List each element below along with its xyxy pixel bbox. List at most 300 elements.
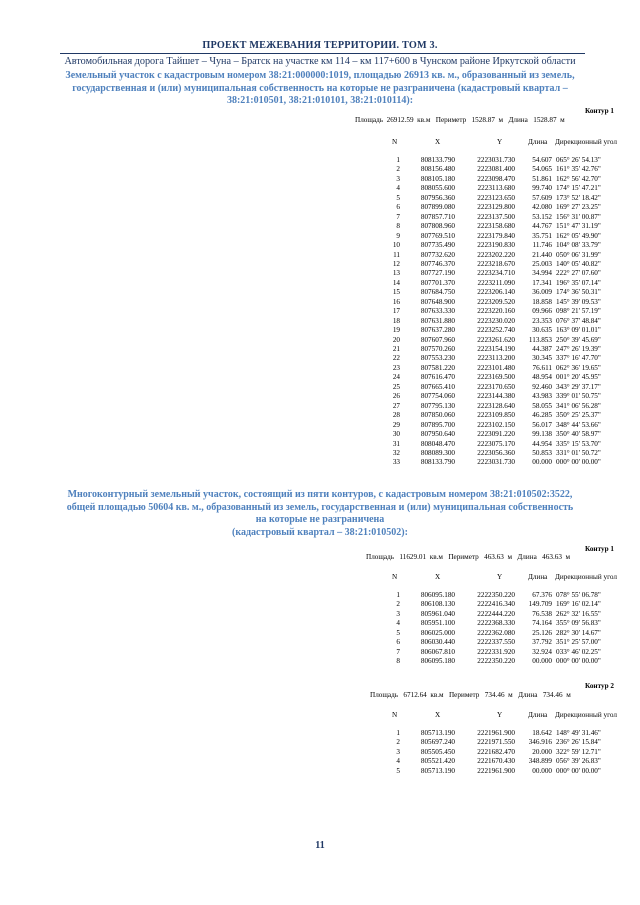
contour-label: Контур 2	[584, 682, 614, 690]
cell-point-number: 20	[392, 335, 400, 344]
cell-y: 2223234.710	[477, 269, 515, 278]
table-row	[0, 600, 640, 609]
table-row	[0, 767, 640, 776]
cell-length: 37.792	[532, 638, 552, 647]
column-header-length: Длина	[528, 138, 548, 146]
cell-y: 2223211.090	[477, 278, 515, 287]
table-row	[0, 610, 640, 619]
table-row	[0, 326, 640, 335]
cell-length: 46.285	[532, 411, 552, 420]
cell-angle: 163° 09' 01.01"	[556, 326, 601, 335]
cell-angle: 350° 40' 58.97"	[556, 430, 601, 439]
page-number: 11	[315, 840, 325, 851]
cell-x: 807684.750	[420, 288, 455, 297]
cell-x: 807607.960	[420, 335, 455, 344]
cell-angle: 222° 27' 07.60"	[556, 269, 601, 278]
table-row	[0, 430, 640, 439]
cell-point-number: 4	[396, 184, 400, 193]
cell-x: 805951.100	[420, 619, 455, 628]
cell-x: 806030.440	[420, 638, 455, 647]
cell-angle: 341° 06' 56.28"	[556, 401, 601, 410]
cell-y: 2223218.670	[477, 259, 515, 268]
cell-point-number: 8	[396, 222, 400, 231]
cell-angle: 000° 00' 00.00"	[556, 458, 601, 467]
table-row	[0, 440, 640, 449]
contour-label: Контур 1	[584, 107, 614, 115]
cell-point-number: 2	[396, 738, 400, 747]
cell-length: 00.000	[532, 657, 552, 666]
cell-point-number: 31	[392, 439, 400, 448]
cell-length: 32.924	[532, 647, 552, 656]
cell-length: 48.954	[532, 373, 552, 382]
cell-x: 808133.790	[420, 458, 455, 467]
table-row	[0, 591, 640, 600]
cell-angle: 000° 00' 00.00"	[556, 766, 601, 775]
table-row	[0, 260, 640, 269]
cell-point-number: 9	[396, 231, 400, 240]
cell-length: 21.440	[532, 250, 552, 259]
column-header-angle: Дирекционный угол	[555, 138, 617, 146]
table-row	[0, 402, 640, 411]
cell-length: 76.538	[532, 609, 552, 618]
contour-stats: Площадь 11629.01 кв.м Периметр 463.63 м Длина 463.63 м	[366, 553, 571, 561]
heading-line: (кадастровый квартал – 38:21:010502):	[232, 526, 408, 538]
cell-angle: 339° 01' 50.75"	[556, 392, 601, 401]
cell-point-number: 7	[396, 647, 400, 656]
cell-y: 2223123.650	[477, 193, 515, 202]
table-row	[0, 449, 640, 458]
page-title: ПРОЕКТ МЕЖЕВАНИЯ ТЕРРИТОРИИ. ТОМ 3.	[202, 40, 438, 51]
cell-angle: 173° 52' 18.42"	[556, 193, 601, 202]
cell-x: 805961.040	[420, 609, 455, 618]
cell-point-number: 13	[392, 269, 400, 278]
section1-heading	[56, 70, 584, 108]
cell-angle: 262° 32' 16.55"	[556, 609, 601, 618]
table-row	[0, 203, 640, 212]
table-row	[0, 629, 640, 638]
column-header-y: Y	[497, 138, 503, 146]
cell-length: 30.635	[532, 326, 552, 335]
cell-y: 2223081.400	[477, 165, 515, 174]
table-row	[0, 458, 640, 467]
table-row	[0, 317, 640, 326]
table-row	[0, 657, 640, 666]
cell-length: 00.000	[532, 766, 552, 775]
cell-point-number: 5	[396, 766, 400, 775]
cell-angle: 056° 39' 26.83"	[556, 757, 601, 766]
cell-length: 35.751	[532, 231, 552, 240]
road-subtitle: Автомобильная дорога Тайшет – Чуна – Братск на участке км 114 – км 117+600 в Чунском районе Иркутской области	[64, 56, 576, 67]
cell-angle: 335° 15' 53.70"	[556, 439, 601, 448]
cell-y: 2221670.430	[477, 757, 515, 766]
cell-point-number: 10	[392, 241, 400, 250]
cell-length: 43.983	[532, 392, 552, 401]
column-header-y: Y	[497, 573, 503, 581]
cell-x: 808048.470	[420, 439, 455, 448]
cell-angle: 331° 01' 50.72"	[556, 448, 601, 457]
cell-y: 2222368.330	[477, 619, 515, 628]
column-header-n: N	[392, 573, 398, 581]
table-row	[0, 354, 640, 363]
cell-length: 149.709	[528, 600, 552, 609]
contour-stats: Площадь 26912.59 кв.м Периметр 1528.87 м Длина 1528.87 м	[355, 116, 565, 124]
cell-angle: 348° 44' 53.66"	[556, 420, 601, 429]
cell-y: 2223129.800	[477, 203, 515, 212]
cell-y: 2223190.830	[477, 241, 515, 250]
cell-x: 807956.360	[420, 193, 455, 202]
cell-y: 2223144.380	[477, 392, 515, 401]
cell-y: 2223252.740	[477, 326, 515, 335]
cell-y: 2223202.220	[477, 250, 515, 259]
cell-y: 2222350.220	[477, 591, 515, 599]
cell-x: 805697.240	[420, 738, 455, 747]
table-row	[0, 175, 640, 184]
cell-angle: 236° 26' 15.84"	[556, 738, 601, 747]
cell-angle: 169° 27' 23.25"	[556, 203, 601, 212]
cell-length: 76.611	[532, 363, 552, 372]
cell-y: 2223075.170	[477, 439, 515, 448]
cell-x: 807746.370	[420, 259, 455, 268]
cell-y: 2222416.340	[477, 600, 515, 609]
table-row	[0, 364, 640, 373]
cell-angle: 050° 06' 31.99"	[556, 250, 601, 259]
cell-length: 23.353	[532, 316, 552, 325]
cell-length: 09.966	[532, 307, 552, 316]
cell-angle: 098° 21' 57.19"	[556, 307, 601, 316]
cell-y: 2222350.220	[477, 657, 515, 666]
cell-length: 30.345	[532, 354, 552, 363]
cell-x: 807754.060	[420, 392, 455, 401]
cell-point-number: 3	[396, 609, 400, 618]
cell-angle: 337° 16' 47.70"	[556, 354, 601, 363]
table-row	[0, 392, 640, 401]
cell-x: 807727.190	[420, 269, 455, 278]
cell-y: 2221961.900	[477, 729, 515, 737]
cell-point-number: 19	[392, 326, 400, 335]
cell-point-number: 8	[396, 657, 400, 666]
cell-point-number: 14	[392, 278, 400, 287]
cell-x: 808055.600	[420, 184, 455, 193]
cell-length: 25.003	[532, 259, 552, 268]
cell-x: 807735.490	[420, 241, 455, 250]
cell-y: 2223179.840	[477, 231, 515, 240]
cell-point-number: 21	[392, 345, 400, 353]
cell-x: 807581.220	[420, 363, 455, 372]
cell-x: 807701.370	[420, 278, 455, 287]
table-row	[0, 757, 640, 766]
table-row	[0, 383, 640, 392]
cell-point-number: 6	[396, 638, 400, 647]
cell-angle: 250° 39' 45.69"	[556, 335, 601, 344]
table-row	[0, 638, 640, 647]
cell-y: 2223220.160	[477, 307, 515, 316]
cell-y: 2223154.190	[477, 345, 515, 353]
cell-y: 2223113.680	[477, 184, 515, 193]
cell-y: 2222362.080	[477, 628, 515, 637]
cell-x: 807553.230	[420, 354, 455, 363]
cell-y: 2223091.220	[477, 430, 515, 439]
cell-point-number: 2	[396, 165, 400, 174]
cell-y: 2223261.620	[477, 335, 515, 344]
cell-x: 808105.180	[420, 174, 455, 183]
column-header-x: X	[435, 138, 441, 146]
cell-y: 2223109.850	[477, 411, 515, 420]
table-row	[0, 288, 640, 297]
section2-heading	[56, 489, 584, 539]
cell-angle: 033° 46' 02.25"	[556, 647, 601, 656]
column-header-n: N	[392, 138, 398, 146]
column-header-angle: Дирекционный угол	[555, 573, 617, 581]
cell-length: 92.460	[532, 382, 552, 391]
cell-y: 2223230.020	[477, 316, 515, 325]
cell-angle: 001° 20' 45.95"	[556, 373, 601, 382]
cell-point-number: 17	[392, 307, 400, 316]
cell-angle: 156° 31' 00.87"	[556, 212, 601, 221]
cell-x: 805713.190	[420, 766, 455, 775]
cell-angle: 062° 36' 19.65"	[556, 363, 601, 372]
column-header-angle: Дирекционный угол	[555, 711, 617, 719]
cell-x: 807950.640	[420, 430, 455, 439]
cell-x: 807769.510	[420, 231, 455, 240]
cell-y: 2222331.920	[477, 647, 515, 656]
column-header-length: Длина	[528, 711, 548, 719]
table-row	[0, 279, 640, 288]
table-row	[0, 241, 640, 250]
cell-point-number: 23	[392, 363, 400, 372]
cell-angle: 350° 25' 25.37"	[556, 411, 601, 420]
heading-line: общей площадью 50604 кв. м., образованный из земель, государственная и (или) муниципальная собственность	[66, 501, 574, 513]
table-row	[0, 165, 640, 174]
cell-x: 807850.060	[420, 411, 455, 420]
cell-y: 2223113.200	[477, 354, 515, 363]
cell-point-number: 27	[392, 401, 400, 410]
cell-angle: 104° 08' 33.79"	[556, 241, 601, 250]
cell-x: 807616.470	[420, 373, 455, 382]
table-row	[0, 184, 640, 193]
cell-length: 58.055	[532, 401, 552, 410]
cell-point-number: 3	[396, 174, 400, 183]
cell-x: 807570.260	[420, 345, 455, 353]
table-row	[0, 251, 640, 260]
cell-point-number: 2	[396, 600, 400, 609]
cell-angle: 174° 36' 50.31"	[556, 288, 601, 297]
cell-point-number: 7	[396, 212, 400, 221]
table-row	[0, 345, 640, 354]
cell-point-number: 18	[392, 316, 400, 325]
table-row	[0, 307, 640, 316]
table-row	[0, 269, 640, 278]
cell-length: 20.000	[532, 747, 552, 756]
cell-point-number: 30	[392, 430, 400, 439]
cell-length: 18.642	[532, 729, 552, 737]
cell-length: 67.376	[532, 591, 552, 599]
cell-x: 806067.810	[420, 647, 455, 656]
table-row	[0, 738, 640, 747]
table-row	[0, 729, 640, 738]
cell-length: 56.017	[532, 420, 552, 429]
cell-length: 34.994	[532, 269, 552, 278]
cell-x: 807895.700	[420, 420, 455, 429]
column-header-y: Y	[497, 711, 503, 719]
cell-point-number: 6	[396, 203, 400, 212]
heading-line: Многоконтурный земельный участок, состоящий из пяти контуров, с кадастровым номером 38:21:010502:3522,	[67, 489, 573, 500]
cell-point-number: 25	[392, 382, 400, 391]
cell-y: 2221682.470	[477, 747, 515, 756]
cell-point-number: 24	[392, 373, 400, 382]
cell-length: 36.009	[532, 288, 552, 297]
table-row	[0, 222, 640, 231]
cell-angle: 322° 59' 12.71"	[556, 747, 601, 756]
cell-point-number: 1	[396, 729, 400, 737]
contour-label: Контур 1	[584, 545, 614, 553]
cell-x: 806095.180	[420, 657, 455, 666]
cell-x: 807633.330	[420, 307, 455, 316]
cell-point-number: 11	[393, 250, 400, 259]
cell-length: 17.341	[532, 278, 552, 287]
cell-angle: 078° 55' 06.78"	[556, 591, 601, 599]
cell-y: 2223128.640	[477, 401, 515, 410]
cell-y: 2221961.900	[477, 766, 515, 775]
cell-angle: 065° 26' 54.13"	[556, 156, 601, 164]
cell-x: 807732.620	[420, 250, 455, 259]
cell-y: 2222337.550	[477, 638, 515, 647]
cell-point-number: 33	[392, 458, 400, 467]
cell-length: 00.000	[532, 458, 552, 467]
cell-y: 2223209.520	[477, 297, 515, 306]
cell-y: 2223158.680	[477, 222, 515, 231]
cell-x: 807631.880	[420, 316, 455, 325]
table-row	[0, 411, 640, 420]
cell-length: 53.152	[532, 212, 552, 221]
column-header-x: X	[435, 573, 441, 581]
cell-y: 2223102.150	[477, 420, 515, 429]
cell-length: 50.853	[532, 448, 552, 457]
table-row	[0, 298, 640, 307]
table-row	[0, 232, 640, 241]
cell-point-number: 26	[392, 392, 400, 401]
table-row	[0, 194, 640, 203]
cell-y: 2223056.360	[477, 448, 515, 457]
cell-x: 807808.960	[420, 222, 455, 231]
cell-length: 44.954	[532, 439, 552, 448]
cell-point-number: 5	[396, 628, 400, 637]
cell-x: 806025.000	[420, 628, 455, 637]
heading-line: Земельный участок с кадастровым номером 38:21:000000:1019, площадью 26913 кв. м., образованный из земель,	[65, 70, 575, 81]
cell-length: 54.065	[532, 165, 552, 174]
cell-point-number: 28	[392, 411, 400, 420]
cell-length: 25.126	[532, 628, 552, 637]
cell-point-number: 4	[396, 757, 400, 766]
cell-x: 807637.280	[420, 326, 455, 335]
cell-length: 44.767	[532, 222, 552, 231]
cell-point-number: 32	[392, 448, 400, 457]
table-row	[0, 156, 640, 165]
cell-angle: 282° 30' 14.67"	[556, 628, 601, 637]
heading-line: государственная и (или) муниципальная собственность на которые не разграничена (кадастровый квартал –	[72, 82, 568, 94]
cell-angle: 145° 39' 09.53"	[556, 297, 601, 306]
cell-point-number: 15	[392, 288, 400, 297]
cell-length: 51.861	[532, 174, 552, 183]
cell-x: 808156.480	[420, 165, 455, 174]
cell-angle: 076° 37' 48.84"	[556, 316, 601, 325]
column-header-n: N	[392, 711, 398, 719]
table-row	[0, 336, 640, 345]
cell-angle: 161° 35' 42.76"	[556, 165, 601, 174]
cell-x: 807795.130	[420, 401, 455, 410]
cell-length: 348.899	[528, 757, 552, 766]
cell-x: 806108.130	[420, 600, 455, 609]
cell-y: 2223031.730	[477, 156, 515, 164]
cell-y: 2223170.650	[477, 382, 515, 391]
cell-angle: 174° 15' 47.21"	[556, 184, 601, 193]
cell-angle: 196° 35' 07.14"	[556, 278, 601, 287]
cell-y: 2223101.480	[477, 363, 515, 372]
cell-point-number: 4	[396, 619, 400, 628]
column-header-length: Длина	[528, 573, 548, 581]
cell-angle: 355° 09' 56.83"	[556, 619, 601, 628]
table-row	[0, 619, 640, 628]
cell-angle: 151° 47' 31.19"	[556, 222, 601, 231]
cell-angle: 162° 56' 42.70"	[556, 174, 601, 183]
cell-length: 99.138	[532, 430, 552, 439]
cell-length: 11.746	[532, 241, 552, 250]
cell-length: 44.387	[532, 345, 552, 353]
cell-length: 346.916	[528, 738, 552, 747]
cell-length: 99.740	[532, 184, 552, 193]
cell-x: 808133.790	[420, 156, 455, 164]
cell-angle: 351° 25' 57.00"	[556, 638, 601, 647]
column-header-x: X	[435, 711, 441, 719]
cell-length: 57.609	[532, 193, 552, 202]
cell-x: 805713.190	[420, 729, 455, 737]
cell-length: 54.607	[532, 156, 552, 164]
heading-line: 38:21:010501, 38:21:010101, 38:21:010114):	[226, 95, 414, 106]
cell-length: 18.858	[532, 297, 552, 306]
cell-angle: 169° 16' 02.14"	[556, 600, 601, 609]
cell-length: 74.164	[532, 619, 552, 628]
cell-length: 42.080	[532, 203, 552, 212]
cell-angle: 000° 00' 00.00"	[556, 657, 601, 666]
cell-x: 805505.450	[420, 747, 455, 756]
cell-y: 2223169.500	[477, 373, 515, 382]
cell-x: 807857.710	[420, 212, 455, 221]
cell-y: 2223098.470	[477, 174, 515, 183]
cell-angle: 148° 49' 31.46"	[556, 729, 601, 737]
cell-angle: 343° 29' 37.17"	[556, 382, 601, 391]
cell-y: 2223137.500	[477, 212, 515, 221]
cell-point-number: 12	[392, 259, 400, 268]
title-underline	[60, 53, 585, 54]
cell-angle: 162° 05' 49.90"	[556, 231, 601, 240]
heading-line: на которые не разграничена	[255, 514, 385, 525]
cell-y: 2223031.730	[477, 458, 515, 467]
table-row	[0, 213, 640, 222]
table-row	[0, 748, 640, 757]
cell-x: 807648.900	[420, 297, 455, 306]
table-row	[0, 421, 640, 430]
cell-point-number: 29	[392, 420, 400, 429]
cell-length: 113.853	[528, 335, 552, 344]
cell-point-number: 1	[396, 156, 400, 164]
cell-point-number: 1	[396, 591, 400, 599]
cell-point-number: 5	[396, 193, 400, 202]
cell-x: 806095.180	[420, 591, 455, 599]
cell-y: 2222444.220	[477, 609, 515, 618]
cell-angle: 247° 26' 19.39"	[556, 345, 601, 353]
cell-point-number: 16	[392, 297, 400, 306]
cell-point-number: 22	[392, 354, 400, 363]
cell-y: 2223206.140	[477, 288, 515, 297]
